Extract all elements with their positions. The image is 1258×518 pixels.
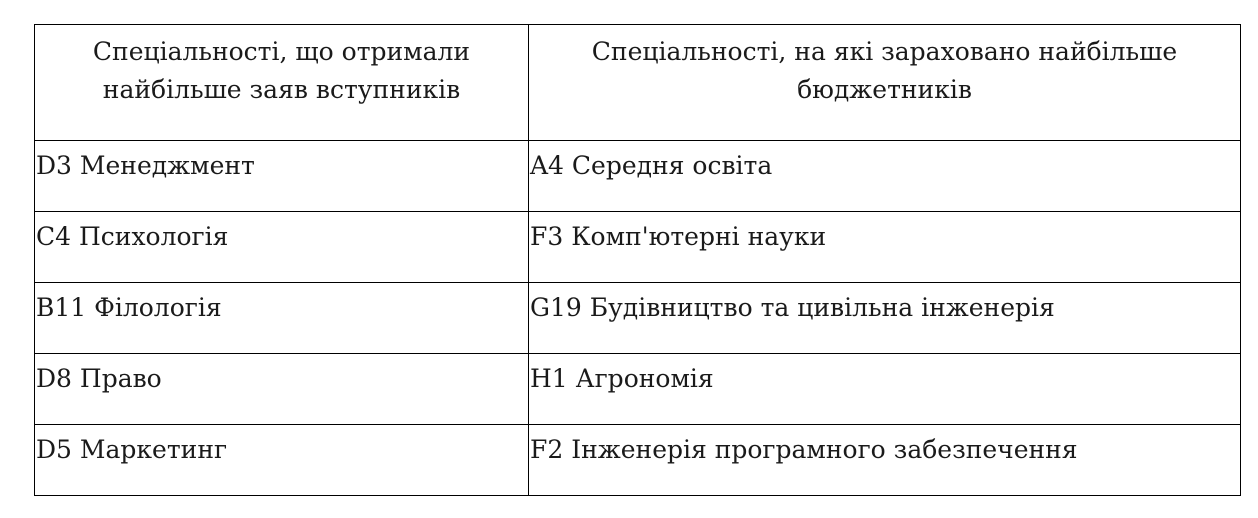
table-header bbox=[35, 25, 1241, 141]
cell-applications: D5 Маркетинг bbox=[35, 425, 529, 496]
specialties-table bbox=[34, 24, 1241, 496]
table-body bbox=[35, 141, 1241, 496]
cell-budget-enrolled: F3 Комп'ютерні науки bbox=[529, 212, 1241, 283]
table-row bbox=[35, 283, 1241, 354]
cell-applications: D3 Менеджмент bbox=[35, 141, 529, 212]
cell-budget-enrolled: H1 Агрономія bbox=[529, 354, 1241, 425]
header-most-applications: Спеціальності, що отримали найбільше заяв вступників bbox=[35, 25, 529, 141]
cell-applications: B11 Філологія bbox=[35, 283, 529, 354]
cell-budget-enrolled: F2 Інженерія програмного забезпечення bbox=[529, 425, 1241, 496]
cell-budget-enrolled: A4 Середня освіта bbox=[529, 141, 1241, 212]
cell-applications: D8 Право bbox=[35, 354, 529, 425]
table-row bbox=[35, 425, 1241, 496]
table-row bbox=[35, 212, 1241, 283]
cell-applications: C4 Психологія bbox=[35, 212, 529, 283]
cell-budget-enrolled: G19 Будівництво та цивільна інженерія bbox=[529, 283, 1241, 354]
table-row bbox=[35, 141, 1241, 212]
header-most-budget-enrolled: Спеціальності, на які зараховано найбільше бюджетників bbox=[529, 25, 1241, 141]
table-row bbox=[35, 354, 1241, 425]
header-row bbox=[35, 25, 1241, 141]
